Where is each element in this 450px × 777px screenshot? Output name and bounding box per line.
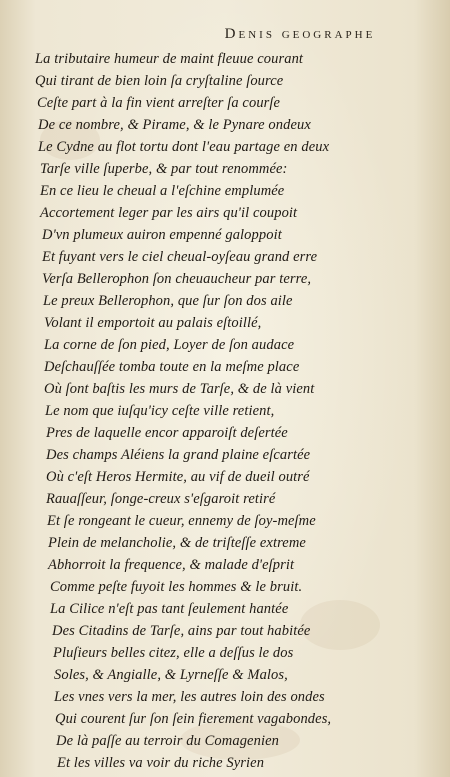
verse-line: Où ſont baſtis les murs de Tarſe, & de là vient (44, 381, 315, 397)
verse-line: Le preux Bellerophon, que ſur ſon dos aile (43, 293, 293, 309)
verse-line: Et les villes va voir du riche Syrien (57, 755, 265, 771)
verse-line: Où c'eſt Heros Hermite, au vif de dueil outré (46, 469, 310, 485)
verse-line: Les vnes vers la mer, les autres loin des ondes (54, 689, 325, 705)
running-head-text: Denis geographe (224, 26, 376, 42)
verse-line: Accortement leger par les airs qu'il coupoit (40, 205, 298, 221)
verse-line: De là paſſe au terroir du Comagenien (56, 733, 279, 749)
verse-line: Pluſieurs belles citez, elle a deſſus le dos (53, 645, 294, 661)
verse-line: Des champs Aléiens la grand plaine eſcartée (46, 447, 311, 463)
verse-line: La corne de ſon pied, Loyer de ſon audace (44, 337, 295, 353)
verse-line: D'vn plumeux auiron empenné galoppoit (42, 227, 282, 243)
verse-line: La Cilice n'eſt pas tant ſeulement hantée (50, 601, 289, 617)
verse-line: Des Citadins de Tarſe, ains par tout habitée (52, 623, 311, 639)
verse-line: Volant il emportoit au palais eſtoillé, (44, 315, 262, 331)
verse-line: Qui tirant de bien loin ſa cryſtaline ſource (35, 73, 284, 89)
verse-line: Qui courent ſur ſon ſein fierement vagabondes, (55, 711, 332, 727)
verse-line: Ceſte part à la fin vient arreſter ſa courſe (37, 95, 281, 111)
verse-line: Verſa Bellerophon ſon cheuaucheur par terre, (42, 271, 312, 287)
verse-line: Comme peſte fuyoit les hommes & le bruit. (50, 579, 303, 595)
verse-line: Soles, & Angialle, & Lyrneſſe & Malos, (54, 667, 288, 683)
verse-line: Pres de laquelle encor apparoiſt deſertée (46, 425, 288, 441)
verse-line: Deſchauſſée tomba toute en la meſme place (44, 359, 300, 375)
verse-line: Et ſe rongeant le cueur, ennemy de ſoy-meſme (47, 513, 316, 529)
verse-line: Le Cydne au flot tortu dont l'eau partage en deux (38, 139, 330, 155)
running-head (0, 26, 450, 43)
verse-line: Le nom que iuſqu'icy ceſte ville retient, (45, 403, 275, 419)
verse-line: En ce lieu le cheual a l'eſchine emplumée (40, 183, 285, 199)
verse-line: Abhorroit la frequence, & malade d'eſprit (48, 557, 295, 573)
verse-line: Et fuyant vers le ciel cheual-oyſeau grand erre (42, 249, 318, 265)
verse-line: Tarſe ville ſuperbe, & par tout renommée: (40, 161, 288, 177)
verse-line: Plein de melancholie, & de triſteſſe extreme (48, 535, 306, 551)
paper-stain (300, 600, 380, 650)
verse-line: Rauaſſeur, ſonge-creux s'eſgaroit retiré (46, 491, 276, 507)
verse-line: La tributaire humeur de maint fleuue courant (35, 51, 304, 67)
verse-line: De ce nombre, & Pirame, & le Pynare ondeux (38, 117, 311, 133)
